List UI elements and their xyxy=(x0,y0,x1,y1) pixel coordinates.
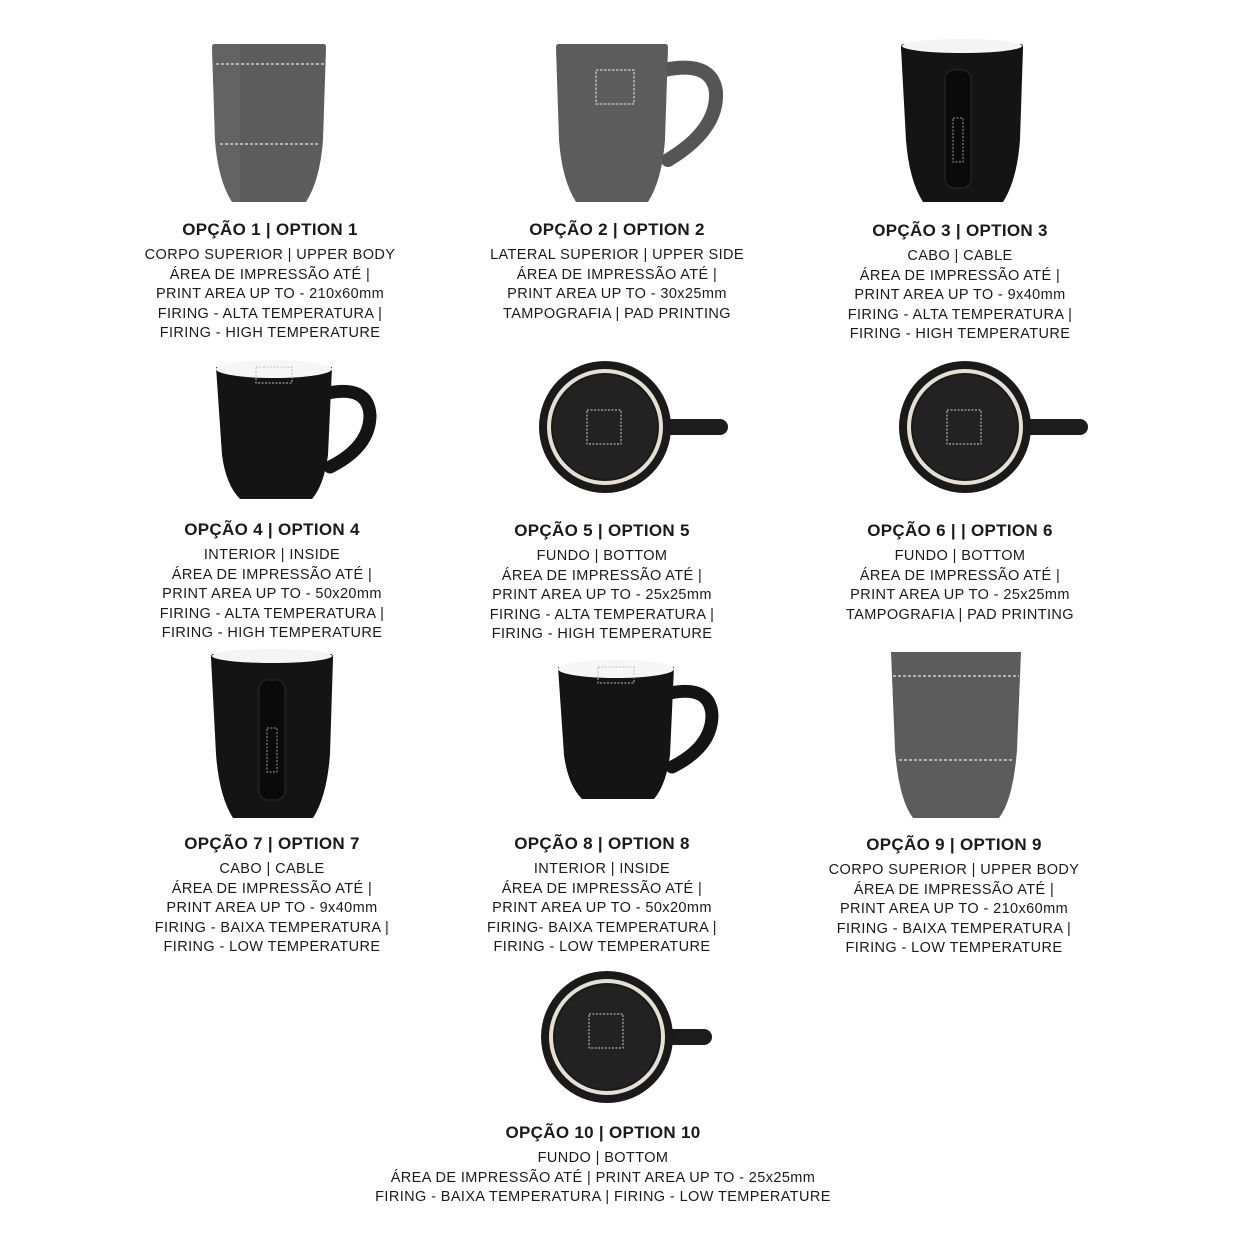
option-4-caption: OPÇÃO 4 | OPTION 4 INTERIOR | INSIDE ÁREA DE IMPRESSÃO ATÉ | PRINT AREA UP TO - 50x20mm FIRING - ALTA TEMPERATURA | FIRING - HIGH TEMPERATURE xyxy=(159,520,385,641)
option-3-caption: OPÇÃO 3 | OPTION 3 CABO | CABLE ÁREA DE IMPRESSÃO ATÉ | PRINT AREA UP TO - 9x40mm FIRING - ALTA TEMPERATURA | FIRING - HIGH TEMPERATURE xyxy=(847,221,1073,342)
mug-grey-front-image xyxy=(875,640,1035,830)
mug-black-handle-image xyxy=(195,640,365,830)
option-7-caption: OPÇÃO 7 | OPTION 7 CABO | CABLE ÁREA DE IMPRESSÃO ATÉ | PRINT AREA UP TO - 9x40mm FIRING - BAIXA TEMPERATURA | FIRING - LOW TEMPERATURE xyxy=(154,834,390,955)
mug-grey-front-image xyxy=(200,30,420,210)
option-9-caption: OPÇÃO 9 | OPTION 9 CORPO SUPERIOR | UPPER BODY ÁREA DE IMPRESSÃO ATÉ | PRINT AREA UP TO - 210x60mm FIRING - BAIXA TEMPERATURA | FIRING - LOW TEMPERATURE xyxy=(828,835,1080,956)
option-8-caption: OPÇÃO 8 | OPTION 8 INTERIOR | INSIDE ÁREA DE IMPRESSÃO ATÉ | PRINT AREA UP TO - 50x20mm FIRING- BAIXA TEMPERATURA | FIRING - LOW TEMPERATURE xyxy=(487,834,717,955)
option-5-caption: OPÇÃO 5 | OPTION 5 FUNDO | BOTTOM ÁREA DE IMPRESSÃO ATÉ | PRINT AREA UP TO - 25x25mm FIRING - ALTA TEMPERATURA | FIRING - HIGH TEMPERATURE xyxy=(489,521,715,642)
mug-bottom-image xyxy=(890,355,1110,505)
mug-black-inside-image xyxy=(542,655,742,815)
mug-grey-side-image xyxy=(540,30,740,210)
mug-black-inside-image xyxy=(200,355,400,515)
mug-bottom-image xyxy=(532,965,752,1115)
mug-black-handle-image xyxy=(885,30,1055,210)
option-2-caption: OPÇÃO 2 | OPTION 2 LATERAL SUPERIOR | UPPER SIDE ÁREA DE IMPRESSÃO ATÉ | PRINT AREA UP TO - 30x25mm TAMPOGRAFIA | PAD PRINTING xyxy=(490,220,744,322)
mug-bottom-image xyxy=(530,355,750,505)
option-6-caption: OPÇÃO 6 | | OPTION 6 FUNDO | BOTTOM ÁREA DE IMPRESSÃO ATÉ | PRINT AREA UP TO - 25x25mm TAMPOGRAFIA | PAD PRINTING xyxy=(846,521,1074,623)
option-10-caption: OPÇÃO 10 | OPTION 10 FUNDO | BOTTOM ÁREA DE IMPRESSÃO ATÉ | PRINT AREA UP TO - 25x25mm FIRING - BAIXA TEMPERATURA | FIRING - LOW TEMPERATURE xyxy=(375,1123,831,1205)
option-1-caption: OPÇÃO 1 | OPTION 1 CORPO SUPERIOR | UPPER BODY ÁREA DE IMPRESSÃO ATÉ | PRINT AREA UP TO - 210x60mm FIRING - ALTA TEMPERATURA | FIRING - HIGH TEMPERATURE xyxy=(120,220,420,344)
option-title: OPÇÃO 1 | OPTION 1 xyxy=(182,220,358,239)
